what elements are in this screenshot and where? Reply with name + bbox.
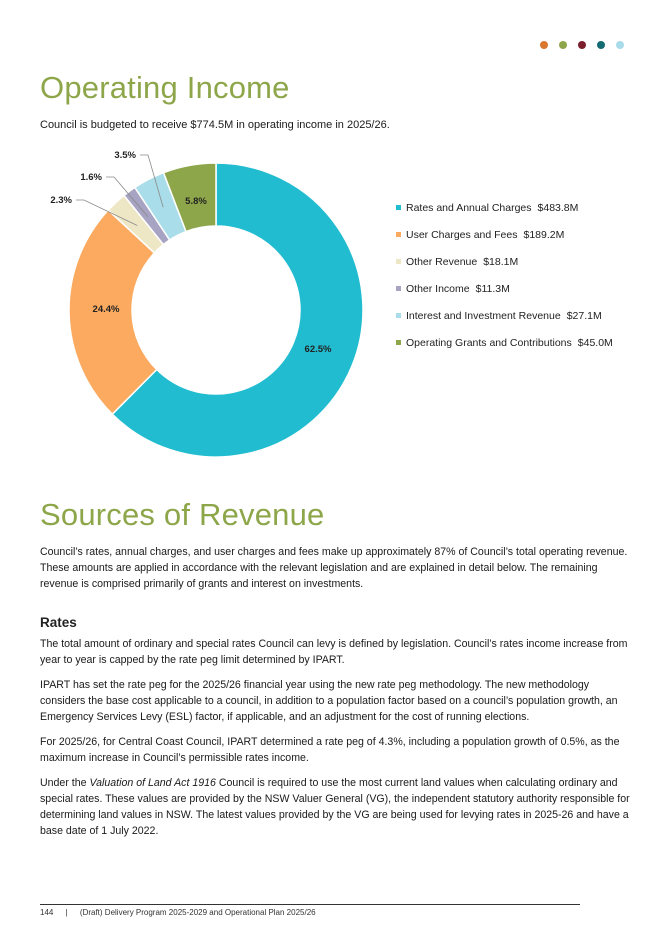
legend-amount: $18.1M <box>483 255 519 268</box>
legend-swatch <box>396 232 401 237</box>
legend-label: Interest and Investment Revenue <box>406 309 561 322</box>
operating-income-donut-chart <box>0 140 380 470</box>
rates-heading: Rates <box>40 615 77 630</box>
legend-label: Rates and Annual Charges <box>406 201 532 214</box>
legend-item-operating-grants-and-contributions <box>396 329 613 356</box>
legend-swatch <box>396 259 401 264</box>
slice-percent-label-interest-and-investment-revenue: 3.5% <box>114 150 136 161</box>
legend-amount: $45.0M <box>577 336 613 349</box>
rates-paragraph-2: IPART has set the rate peg for the 2025/26 financial year using the new rate peg methodology. The new methodology considers the base cost applicable to a council, in addition to a population factor based on a council’s population growth, an Emergency Services Levy (ESL) factor, if applicable, and an adjustment for the cost of running elections. <box>40 679 618 723</box>
legend-swatch <box>396 286 401 291</box>
slice-percent-label-user-charges-and-fees: 24.4% <box>92 304 120 315</box>
legend-item-interest-and-investment-revenue <box>396 302 613 329</box>
legend-amount: $483.8M <box>537 201 579 214</box>
decoration-dot <box>616 41 624 49</box>
footer-separator: | <box>65 908 68 917</box>
footer-document-title: (Draft) Delivery Program 2025-2029 and Operational Plan 2025/26 <box>79 908 316 917</box>
slice-percent-label-other-income: 1.6% <box>80 172 102 183</box>
decoration-dot <box>559 41 567 49</box>
legend-label: Other Revenue <box>406 255 478 268</box>
section-title-sources-of-revenue: Sources of Revenue <box>40 497 325 532</box>
sources-of-revenue-body <box>40 544 630 848</box>
slice-percent-label-other-revenue: 2.3% <box>50 195 72 206</box>
decoration-dot <box>597 41 605 49</box>
legend-label: User Charges and Fees <box>406 228 518 241</box>
valuation-act-title: Valuation of Land Act 1916 <box>89 777 216 789</box>
legend-swatch <box>396 313 401 318</box>
legend-amount: $189.2M <box>523 228 565 241</box>
legend-item-other-income <box>396 275 613 302</box>
sources-intro-paragraph: Council’s rates, annual charges, and user charges and fees make up approximately 87% of Council’s total operating revenue. These amounts are applied in accordance with the relevant legislation and are explained in detail below. The remaining revenue is comprised primarily of grants and interest on investments. <box>40 546 628 590</box>
legend-amount: $11.3M <box>475 282 510 295</box>
legend-label: Other Income <box>406 282 470 295</box>
legend-item-other-revenue <box>396 248 613 275</box>
page-footer <box>40 904 580 917</box>
rates-paragraph-4 <box>40 775 630 839</box>
legend-swatch <box>396 340 401 345</box>
legend-item-user-charges-and-fees <box>396 221 613 248</box>
chart-legend <box>396 194 613 356</box>
decoration-dot <box>540 41 548 49</box>
legend-label: Operating Grants and Contributions <box>406 336 572 349</box>
rates-paragraph-1: The total amount of ordinary and special rates Council can levy is defined by legislation. Council’s rates income increase from year to year is capped by the rate peg limit determined by IPART. <box>40 638 628 666</box>
p4-text-start: Under the <box>40 777 90 789</box>
p4-text-end: Council is required to use the most current land values when calculating ordinary and special rates. These values are provided by the NSW Valuer General (VG), the independent statutory authority responsible for determining land values in NSW. The latest values provided by the VG are being used for levying rates in 2025-26 and have a base date of 1 July 2022. <box>40 777 630 837</box>
operating-income-intro: Council is budgeted to receive $774.5M in operating income in 2025/26. <box>40 119 390 131</box>
header-decoration-dots <box>540 41 624 49</box>
legend-item-rates-and-annual-charges <box>396 194 613 221</box>
decoration-dot <box>578 41 586 49</box>
slice-percent-label-operating-grants-and-contributions: 5.8% <box>185 196 207 207</box>
legend-swatch <box>396 205 401 210</box>
rates-paragraph-3: For 2025/26, for Central Coast Council, IPART determined a rate peg of 4.3%, including a population growth of 0.5%, as the maximum increase in Council’s permissible rates income. <box>40 736 620 764</box>
section-title-operating-income: Operating Income <box>40 70 290 105</box>
legend-amount: $27.1M <box>566 309 602 322</box>
slice-percent-label-rates-and-annual-charges: 62.5% <box>304 344 332 355</box>
page-number: 144 <box>40 908 54 917</box>
